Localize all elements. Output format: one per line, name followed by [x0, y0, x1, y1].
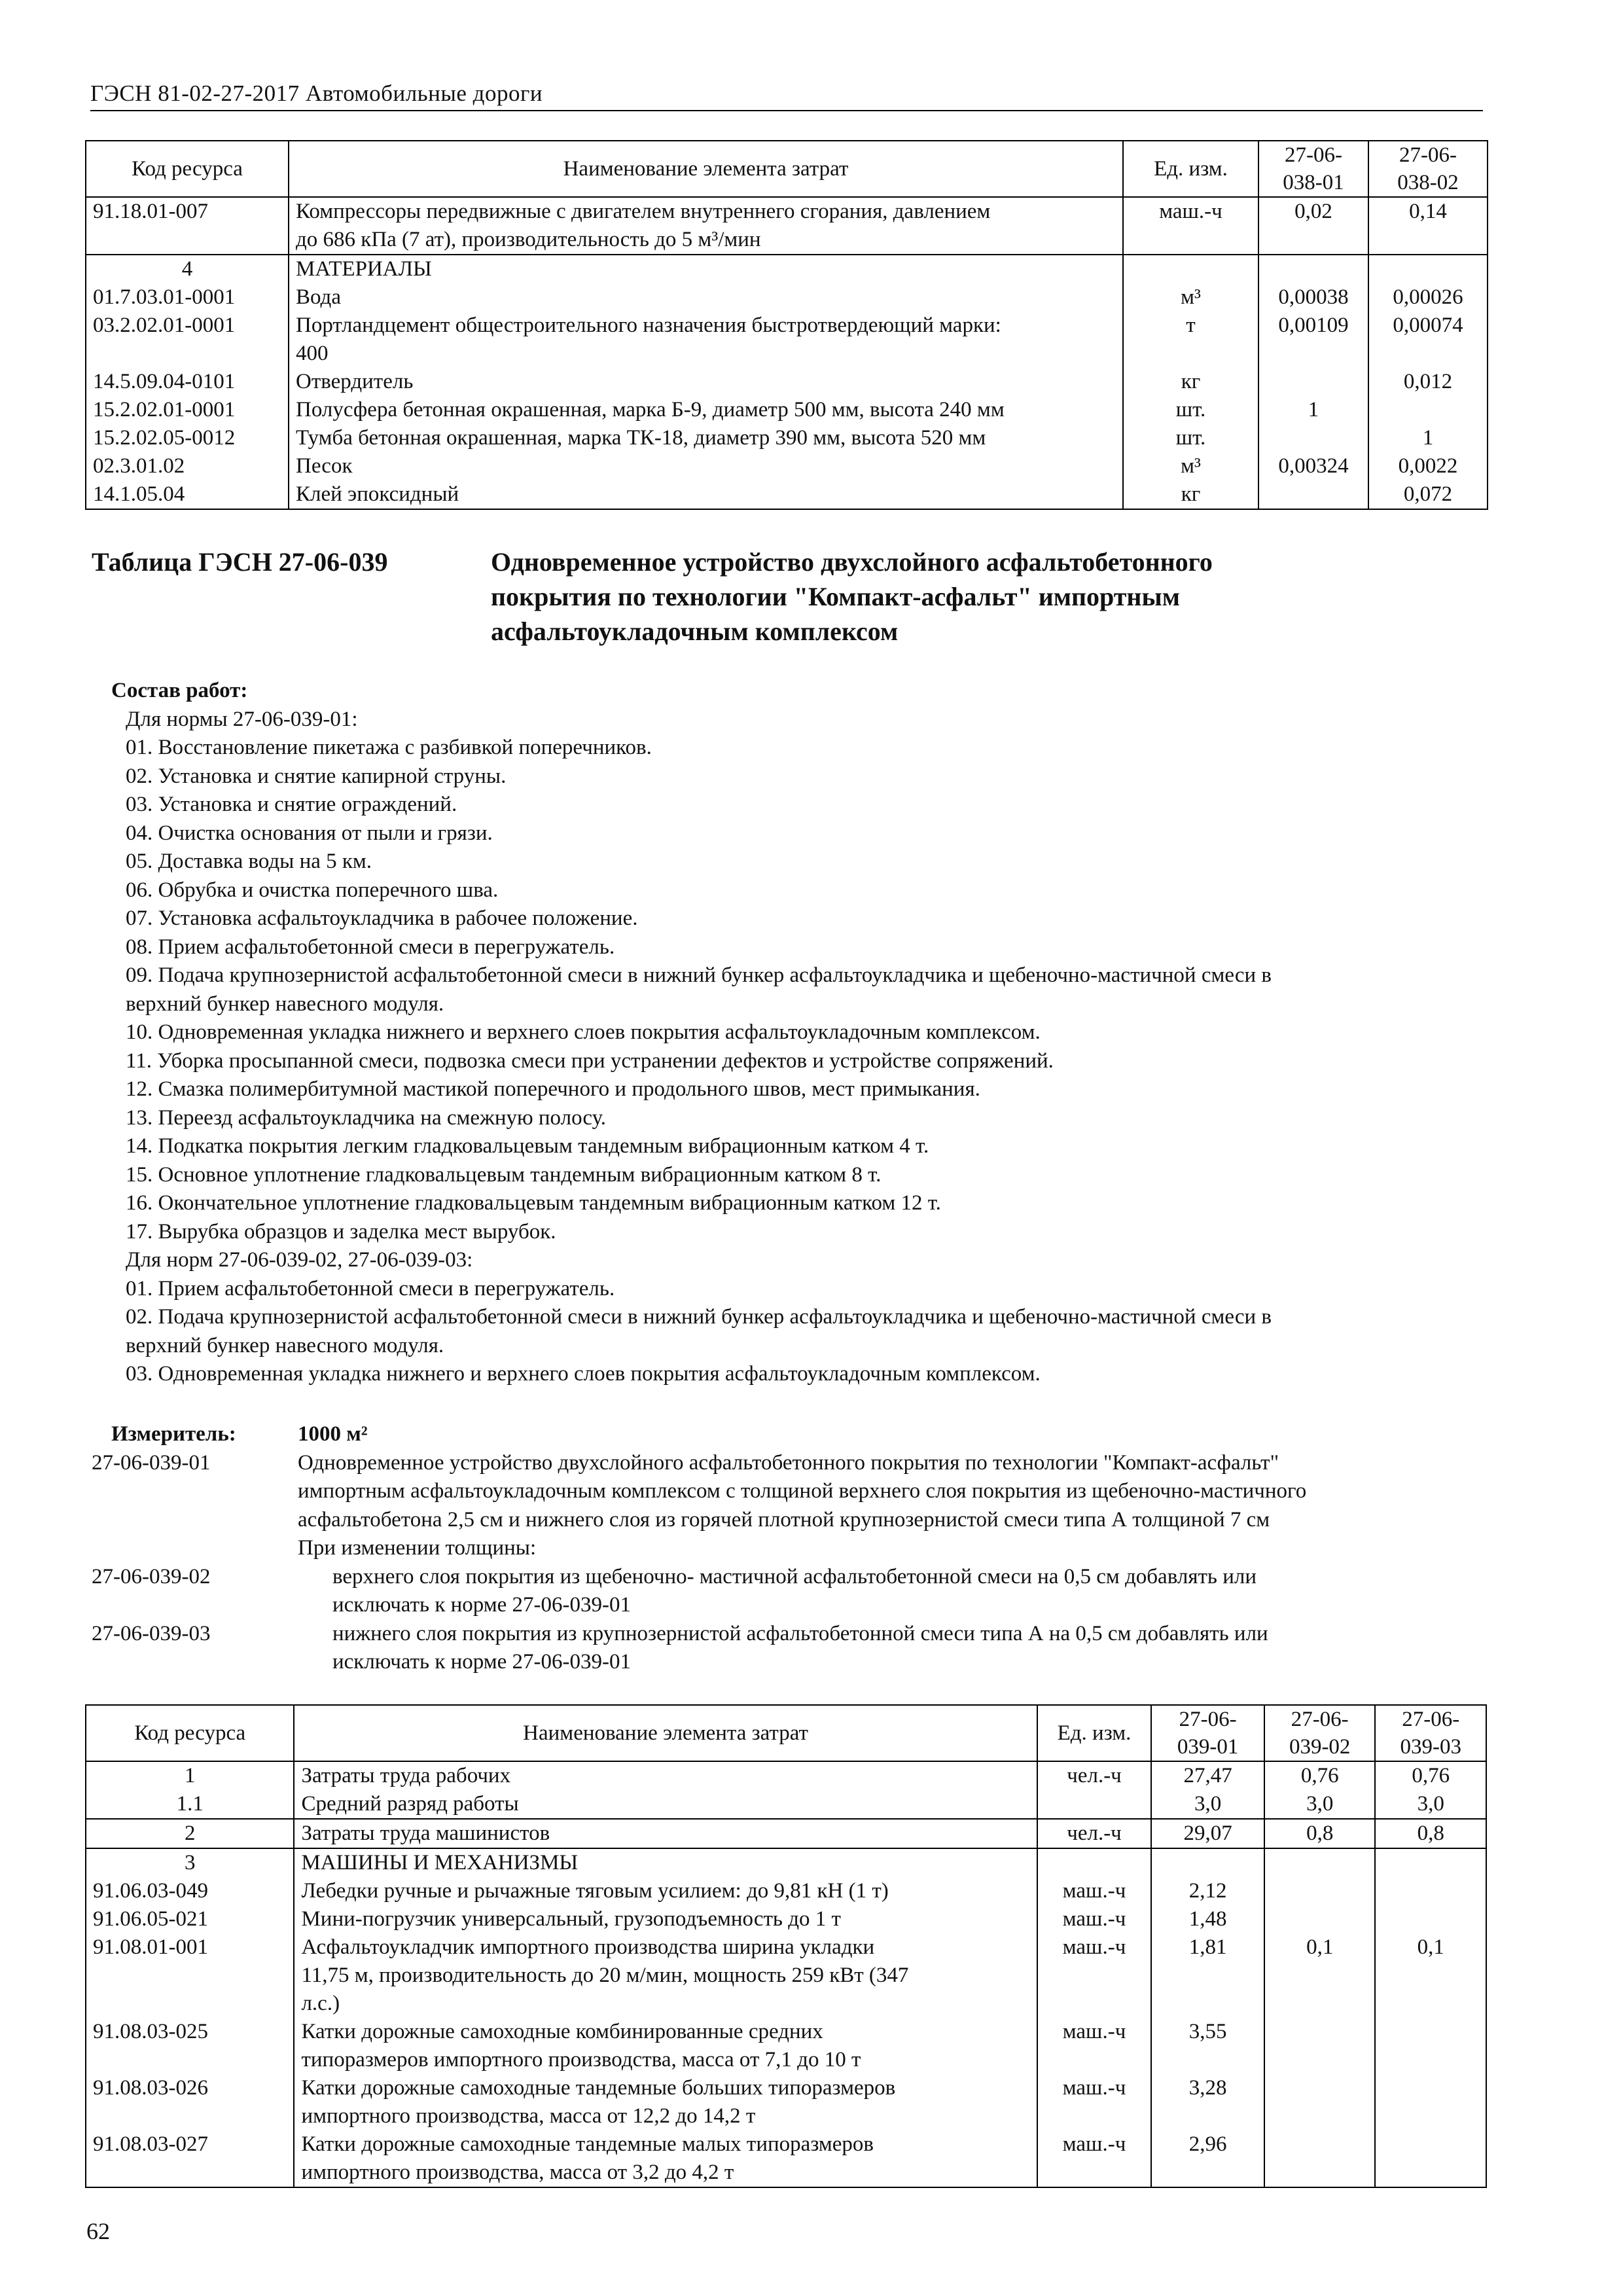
- measure-block: [92, 1420, 1486, 1677]
- cell-value-2: 0,1: [1264, 1933, 1376, 2018]
- cell-name-line: Песок: [296, 454, 353, 478]
- composition-line: 15. Основное уплотнение гладковальцевым тандемным вибрационным катком 8 т.: [126, 1162, 882, 1187]
- cell-value-1: 0,00109: [1258, 312, 1368, 368]
- cell-value-2: [1264, 1877, 1376, 1905]
- cell-unit: чел.-ч: [1037, 1761, 1152, 1790]
- norm-text-line: исключать к норме 27-06-039-01: [332, 1593, 632, 1617]
- cell-name: [294, 1905, 1037, 1933]
- cell-name: [289, 312, 1123, 368]
- cell-name: [289, 368, 1123, 396]
- table-header-row: [86, 1705, 1486, 1761]
- cell-name-line: Катки дорожные самоходные тандемные больших типоразмеров: [301, 2076, 896, 2100]
- cell-name-line: МАТЕРИАЛЫ: [296, 257, 432, 281]
- cell-value-3: [1375, 1848, 1486, 1877]
- norm-row-1: [92, 1449, 1486, 1563]
- cell-code: 3: [86, 1848, 294, 1877]
- cell-code: 02.3.01.02: [86, 452, 289, 480]
- cell-unit: кг: [1123, 368, 1258, 396]
- table-row: [86, 480, 1488, 509]
- composition-line: 01. Прием асфальтобетонной смеси в перегружатель.: [126, 1276, 615, 1300]
- table-heading: Одновременное устройство двухслойного асфальтобетонного покрытия по технологии "Компакт-асфальт" импортным асфальтоукладочным комплексом: [491, 547, 1213, 646]
- table-row: [86, 424, 1488, 452]
- cell-code: 01.7.03.01-0001: [86, 283, 289, 312]
- cell-unit: маш.-ч: [1037, 1877, 1152, 1905]
- cell-value-1: 0,00324: [1258, 452, 1368, 480]
- table-row: [86, 1905, 1486, 1933]
- cell-value-1: 27,47: [1151, 1761, 1264, 1790]
- composition-line: 02. Подача крупнозернистой асфальтобетонной смеси в нижний бункер асфальтоукладчика и щебеночно-мастичной смеси в: [126, 1305, 1272, 1329]
- cell-value-1: 3,0: [1151, 1790, 1264, 1819]
- cell-unit: [1037, 1848, 1152, 1877]
- composition-line: 16. Окончательное уплотнение гладковальцевым тандемным вибрационным катком 12 т.: [126, 1191, 941, 1215]
- cell-value-3: 0,76: [1375, 1761, 1486, 1790]
- cell-name-line: Затраты труда рабочих: [301, 1764, 511, 1787]
- cell-value-1: 0,02: [1258, 197, 1368, 255]
- header-norm-col-2: 27-06- 038-02: [1368, 141, 1488, 197]
- norm-text-line: исключать к норме 27-06-039-01: [332, 1650, 632, 1674]
- measure-unit-row: [92, 1420, 1486, 1449]
- composition-line: 04. Очистка основания от пыли и грязи.: [126, 821, 493, 845]
- cell-value-3: [1375, 2018, 1486, 2074]
- table-row: [86, 1933, 1486, 2018]
- cell-value-2: 0,072: [1368, 480, 1488, 509]
- composition-line: 09. Подача крупнозернистой асфальтобетонной смеси в нижний бункер асфальтоукладчика и щебеночно-мастичной смеси в: [126, 963, 1272, 987]
- cell-name: [289, 424, 1123, 452]
- cell-name-line: Компрессоры передвижные с двигателем внутреннего сгорания, давлением: [296, 200, 991, 223]
- composition-line: 07. Установка асфальтоукладчика в рабочее положение.: [126, 906, 638, 930]
- cell-name-line: л.с.): [301, 1992, 340, 2015]
- table-header-row: [86, 141, 1488, 197]
- norm-text-line: импортным асфальтоукладочным комплексом с толщиной верхнего слоя покрытия из щебеночно-мастичного: [298, 1479, 1307, 1503]
- cell-name-line: Клей эпоксидный: [296, 482, 459, 506]
- cell-value-2: [1264, 2130, 1376, 2187]
- cell-name-line: до 686 кПа (7 ат), производительность до 5 м³/мин: [296, 228, 761, 251]
- table-row: [86, 1790, 1486, 1819]
- composition-line: верхний бункер навесного модуля.: [126, 992, 444, 1016]
- cell-name-line: типоразмеров импортного производства, масса от 7,1 до 10 т: [301, 2048, 861, 2072]
- cell-unit: шт.: [1123, 396, 1258, 424]
- cell-name-line: Лебедки ручные и рычажные тяговым усилием: до 9,81 кН (1 т): [301, 1879, 889, 1903]
- cell-value-1: 3,55: [1151, 2018, 1264, 2074]
- cell-unit: [1037, 1790, 1152, 1819]
- cell-value-2: [1368, 255, 1488, 283]
- cell-name-line: Тумба бетонная окрашенная, марка ТК-18, диаметр 390 мм, высота 520 мм: [296, 426, 986, 450]
- norm-text-line: асфальтобетона 2,5 см и нижнего слоя из горячей плотной крупнозернистой смеси типа А толщиной 7 см: [298, 1507, 1270, 1532]
- cell-name: [294, 2130, 1037, 2187]
- cell-name: [294, 2018, 1037, 2074]
- cell-name-line: Полусфера бетонная окрашенная, марка Б-9, диаметр 500 мм, высота 240 мм: [296, 398, 1005, 422]
- page-number: 62: [86, 2218, 110, 2244]
- composition-line: 14. Подкатка покрытия легким гладковальцевым тандемным вибрационным катком 4 т.: [126, 1134, 929, 1158]
- composition-line: Для нормы 27-06-039-01:: [126, 707, 358, 731]
- cell-name: [289, 480, 1123, 509]
- cell-value-1: 3,28: [1151, 2074, 1264, 2130]
- composition-line: 17. Вырубка образцов и заделка мест вырубок.: [126, 1219, 556, 1244]
- cell-value-2: [1264, 1848, 1376, 1877]
- cell-value-1: 2,96: [1151, 2130, 1264, 2187]
- cell-code: 4: [86, 255, 289, 283]
- cell-value-2: 0,0022: [1368, 452, 1488, 480]
- table-row: [86, 2018, 1486, 2074]
- composition-line: 08. Прием асфальтобетонной смеси в перегружатель.: [126, 935, 615, 959]
- cell-value-1: 29,07: [1151, 1819, 1264, 1848]
- cell-value-1: 1,81: [1151, 1933, 1264, 2018]
- header-norm-col-1: 27-06- 038-01: [1258, 141, 1368, 197]
- cell-code: 91.08.01-001: [86, 1933, 294, 2018]
- table-row: [86, 312, 1488, 368]
- cell-value-3: 0,8: [1375, 1819, 1486, 1848]
- cell-code: 14.5.09.04-0101: [86, 368, 289, 396]
- cell-value-2: [1264, 2074, 1376, 2130]
- cell-value-1: [1258, 480, 1368, 509]
- measure-label: Измеритель:: [111, 1422, 236, 1446]
- cell-unit: маш.-ч: [1037, 2074, 1152, 2130]
- cell-unit: маш.-ч: [1037, 1933, 1152, 2018]
- cell-value-2: [1264, 1905, 1376, 1933]
- cell-name: [294, 1848, 1037, 1877]
- resource-table-039: [85, 1704, 1487, 2188]
- cell-name-line: Асфальтоукладчик импортного производства ширина укладки: [301, 1935, 875, 1959]
- cell-name-line: Портландцемент общестроительного назначения быстротвердеющий марки:: [296, 314, 1001, 337]
- cell-value-3: [1375, 2130, 1486, 2187]
- header-code: Код ресурса: [86, 141, 289, 197]
- table-row: [86, 1848, 1486, 1877]
- cell-code: 91.18.01-007: [86, 197, 289, 255]
- composition-line: 12. Смазка полимербитумной мастикой поперечного и продольного швов, мест примыкания.: [126, 1077, 980, 1101]
- cell-value-1: [1258, 368, 1368, 396]
- header-code: Код ресурса: [86, 1705, 294, 1761]
- composition-line: 03. Установка и снятие ограждений.: [126, 793, 457, 816]
- cell-value-1: 1: [1258, 396, 1368, 424]
- composition-heading: Состав работ:: [111, 679, 248, 702]
- norm-text-line: верхнего слоя покрытия из щебеночно- мастичной асфальтобетонной смеси на 0,5 см добавлять или: [332, 1564, 1257, 1588]
- cell-name-line: Катки дорожные самоходные тандемные малых типоразмеров: [301, 2132, 874, 2156]
- cell-name: [294, 2074, 1037, 2130]
- cell-name: [289, 283, 1123, 312]
- cell-value-3: 0,1: [1375, 1933, 1486, 2018]
- norm-code: 27-06-039-03: [92, 1621, 211, 1645]
- table-row: [86, 1819, 1486, 1848]
- norm-text-line: Одновременное устройство двухслойного асфальтобетонного покрытия по технологии "Компакт-асфальт": [298, 1450, 1279, 1475]
- norm-row-3: [92, 1620, 1486, 1677]
- header-unit: Ед. изм.: [1123, 141, 1258, 197]
- cell-unit: м³: [1123, 452, 1258, 480]
- cell-value-2: [1368, 396, 1488, 424]
- table-row: [86, 1761, 1486, 1790]
- cell-name: [294, 1761, 1037, 1790]
- cell-unit: шт.: [1123, 424, 1258, 452]
- running-header: [90, 77, 1483, 111]
- header-name: Наименование элемента затрат: [294, 1705, 1037, 1761]
- cell-name-line: 11,75 м, производительность до 20 м/мин, мощность 259 кВт (347: [301, 1964, 909, 1987]
- cell-name-line: Мини-погрузчик универсальный, грузоподъемность до 1 т: [301, 1907, 841, 1931]
- cell-value-1: [1151, 1848, 1264, 1877]
- cell-value-2: 0,012: [1368, 368, 1488, 396]
- cell-value-3: [1375, 1877, 1486, 1905]
- cell-name: [294, 1877, 1037, 1905]
- cell-name-line: Вода: [296, 285, 341, 309]
- composition-line: 01. Восстановление пикетажа с разбивкой поперечников.: [126, 736, 652, 759]
- cell-value-1: 1,48: [1151, 1905, 1264, 1933]
- cell-name: [289, 396, 1123, 424]
- cell-value-2: 0,00026: [1368, 283, 1488, 312]
- cell-code: 1: [86, 1761, 294, 1790]
- cell-name: [289, 255, 1123, 283]
- cell-name-line: Средний разряд работы: [301, 1792, 519, 1816]
- cell-code: 15.2.02.05-0012: [86, 424, 289, 452]
- cell-name-line: импортного производства, масса от 12,2 до 14,2 т: [301, 2104, 756, 2128]
- cell-unit: кг: [1123, 480, 1258, 509]
- cell-name-line: Катки дорожные самоходные комбинированные средних: [301, 2020, 823, 2043]
- cell-name-line: Отвердитель: [296, 370, 414, 393]
- cell-code: 15.2.02.01-0001: [86, 396, 289, 424]
- cell-value-3: [1375, 1905, 1486, 1933]
- composition-line: Для норм 27-06-039-02, 27-06-039-03:: [126, 1248, 473, 1272]
- cell-name: [294, 1933, 1037, 2018]
- cell-name: [294, 1790, 1037, 1819]
- table1-body: [86, 197, 1488, 509]
- table2-body: [86, 1761, 1486, 2187]
- cell-value-1: [1258, 424, 1368, 452]
- cell-name-line: МАШИНЫ И МЕХАНИЗМЫ: [301, 1851, 579, 1874]
- cell-code: 91.06.03-049: [86, 1877, 294, 1905]
- cell-unit: маш.-ч: [1123, 197, 1258, 255]
- header-unit: Ед. изм.: [1037, 1705, 1152, 1761]
- cell-unit: чел.-ч: [1037, 1819, 1152, 1848]
- table-row: [86, 396, 1488, 424]
- cell-value-2: 0,14: [1368, 197, 1488, 255]
- work-composition: [92, 677, 1486, 1389]
- cell-value-3: [1375, 2074, 1486, 2130]
- cell-name-line: 400: [296, 342, 329, 365]
- cell-code: 03.2.02.01-0001: [86, 312, 289, 368]
- table-row: [86, 255, 1488, 283]
- resource-table-038: [85, 140, 1488, 510]
- running-title: ГЭСН 81-02-27-2017 Автомобильные дороги: [90, 81, 543, 106]
- cell-value-3: 3,0: [1375, 1790, 1486, 1819]
- table-row: [86, 2130, 1486, 2187]
- table-row: [86, 197, 1488, 255]
- norm-text-line: нижнего слоя покрытия из крупнозернистой асфальтобетонной смеси типа А на 0,5 см добавлять или: [332, 1621, 1268, 1645]
- cell-name: [289, 452, 1123, 480]
- cell-unit: т: [1123, 312, 1258, 368]
- cell-code: 91.08.03-026: [86, 2074, 294, 2130]
- norm-code: 27-06-039-01: [92, 1450, 211, 1475]
- header-norm-col-1: 27-06- 039-01: [1151, 1705, 1264, 1761]
- cell-unit: маш.-ч: [1037, 2130, 1152, 2187]
- cell-name-line: импортного производства, масса от 3,2 до 4,2 т: [301, 2161, 734, 2184]
- composition-list: [92, 706, 1486, 1389]
- cell-name: [289, 197, 1123, 255]
- header-norm-col-3: 27-06- 039-03: [1375, 1705, 1486, 1761]
- table-number: Таблица ГЭСН 27-06-039: [92, 547, 388, 577]
- table-row: [86, 368, 1488, 396]
- cell-unit: маш.-ч: [1037, 1905, 1152, 1933]
- composition-line: 10. Одновременная укладка нижнего и верхнего слоев покрытия асфальтоукладочным комплексом.: [126, 1020, 1041, 1044]
- norm-code: 27-06-039-02: [92, 1564, 211, 1588]
- cell-code: 2: [86, 1819, 294, 1848]
- table-row: [86, 1877, 1486, 1905]
- composition-line: верхний бункер навесного модуля.: [126, 1333, 444, 1357]
- table-row: [86, 283, 1488, 312]
- composition-line: 13. Переезд асфальтоукладчика на смежную полосу.: [126, 1105, 607, 1130]
- cell-value-2: 0,76: [1264, 1761, 1376, 1790]
- cell-unit: [1123, 255, 1258, 283]
- header-norm-col-2: 27-06- 039-02: [1264, 1705, 1376, 1761]
- composition-line: 06. Обрубка и очистка поперечного шва.: [126, 878, 499, 902]
- cell-unit: м³: [1123, 283, 1258, 312]
- cell-code: 14.1.05.04: [86, 480, 289, 509]
- composition-line: 02. Установка и снятие капирной струны.: [126, 764, 507, 788]
- cell-code: 1.1: [86, 1790, 294, 1819]
- cell-value-1: [1258, 255, 1368, 283]
- header-name: Наименование элемента затрат: [289, 141, 1123, 197]
- cell-code: 91.08.03-025: [86, 2018, 294, 2074]
- cell-value-2: [1264, 2018, 1376, 2074]
- composition-line: 11. Уборка просыпанной смеси, подвозка смеси при устранении дефектов и устройстве сопряжений.: [126, 1049, 1054, 1073]
- measure-unit: 1000 м²: [298, 1422, 368, 1446]
- cell-name: [294, 1819, 1037, 1848]
- cell-name-line: Затраты труда машинистов: [301, 1821, 550, 1845]
- composition-line: 05. Доставка воды на 5 км.: [126, 850, 372, 873]
- table-row: [86, 452, 1488, 480]
- cell-value-2: 3,0: [1264, 1790, 1376, 1819]
- cell-value-2: 0,8: [1264, 1819, 1376, 1848]
- change-note: При изменении толщины:: [298, 1536, 537, 1560]
- norm-row-2: [92, 1563, 1486, 1620]
- cell-unit: маш.-ч: [1037, 2018, 1152, 2074]
- composition-line: 03. Одновременная укладка нижнего и верхнего слоев покрытия асфальтоукладочным комплексом.: [126, 1362, 1041, 1386]
- cell-code: 91.06.05-021: [86, 1905, 294, 1933]
- cell-value-1: 2,12: [1151, 1877, 1264, 1905]
- cell-code: 91.08.03-027: [86, 2130, 294, 2187]
- table-row: [86, 2074, 1486, 2130]
- cell-value-2: 1: [1368, 424, 1488, 452]
- cell-value-2: 0,00074: [1368, 312, 1488, 368]
- cell-value-1: 0,00038: [1258, 283, 1368, 312]
